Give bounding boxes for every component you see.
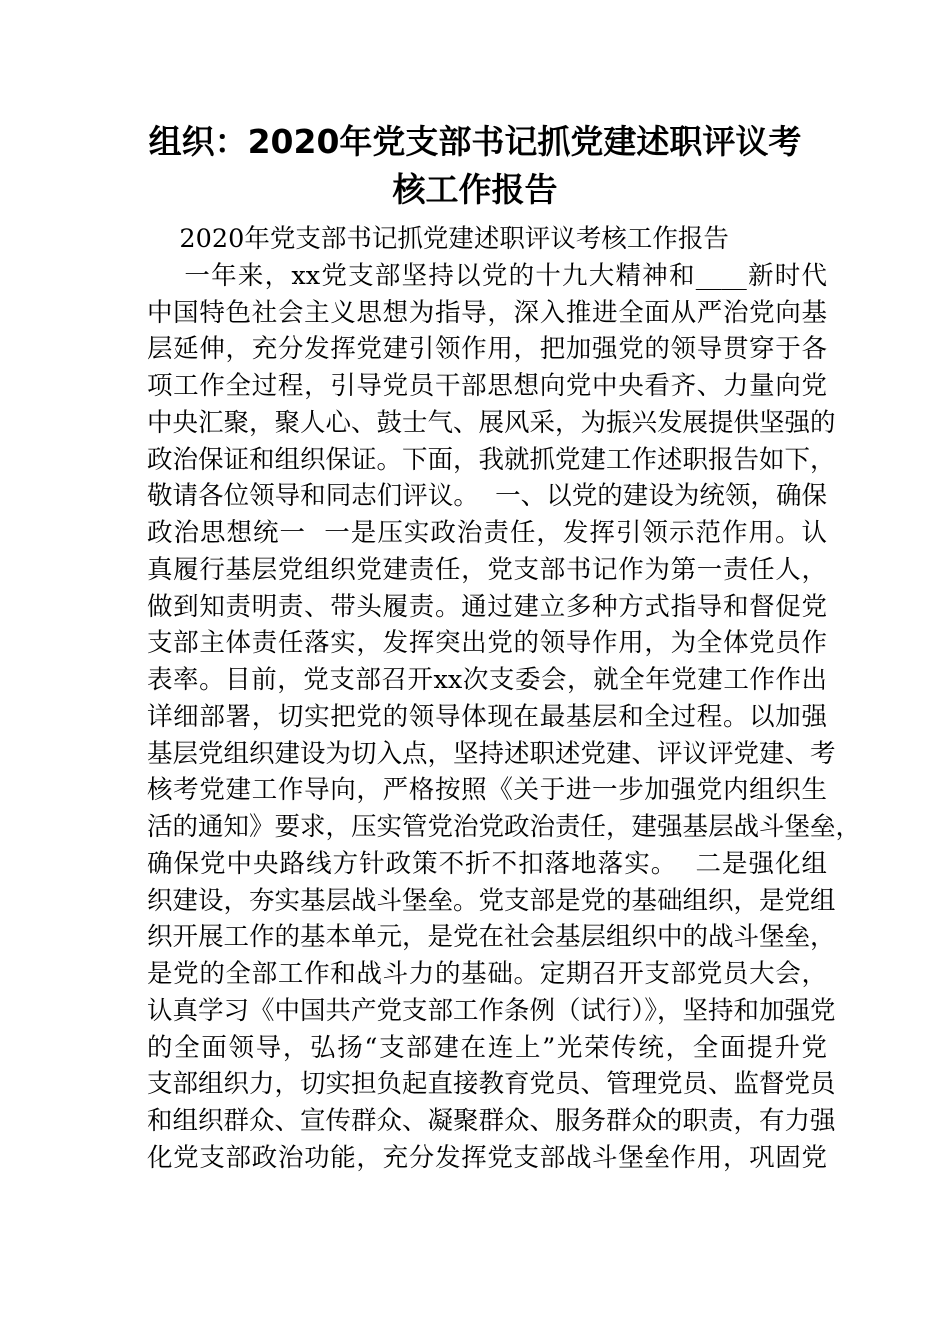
body-line: 认真学习《中国共产党支部工作条例（试行）》，坚持和加强党 — [147, 995, 836, 1026]
document-title-line-2: 核工作报告 — [392, 170, 558, 209]
body-line: 支部组织力，切实担负起直接教育党员、管理党员、监督党员 — [147, 1069, 836, 1100]
body-line: 政治保证和组织保证。下面，我就抓党建工作述职报告如下， — [147, 444, 836, 475]
body-line: 织建设，夯实基层战斗堡垒。党支部是党的基础组织，是党组 — [147, 885, 836, 916]
body-line: 详细部署，切实把党的领导体现在最基层和全过程。以加强 — [147, 701, 827, 732]
body-line: 支部主体责任落实，发挥突出党的领导作用，为全体党员作 — [147, 628, 827, 659]
body-line: 基层党组织建设为切入点，坚持述职述党建、评议评党建、考 — [147, 738, 836, 769]
body-line: 的全面领导，弘扬“支部建在连上”光荣传统，全面提升党 — [147, 1032, 827, 1063]
body-line: 中央汇聚，聚人心、鼓士气、展风采，为振兴发展提供坚强的 — [147, 407, 836, 438]
body-line: 表率。目前，党支部召开xx次支委会，就全年党建工作作出 — [147, 665, 827, 695]
body-line: 一年来，xx党支部坚持以党的十九大精神和____新时代 — [147, 260, 827, 291]
body-line: 真履行基层党组织党建责任，党支部书记作为第一责任人， — [147, 554, 827, 585]
body-line: 政治思想统一 一是压实政治责任，发挥引领示范作用。认 — [147, 518, 827, 548]
body-line: 项工作全过程，引导党员干部思想向党中央看齐、力量向党 — [147, 371, 827, 401]
body-line: 中国特色社会主义思想为指导，深入推进全面从严治党向基 — [147, 297, 827, 328]
body-line: 敬请各位领导和同志们评议。 一、以党的建设为统领，确保 — [147, 481, 827, 512]
document-title-line-1: 组织：2020年党支部书记抓党建述职评议考 — [148, 122, 802, 161]
body-line: 确保党中央路线方针政策不折不扣落地落实。 二是强化组 — [147, 848, 827, 879]
body-line: 是党的全部工作和战斗力的基础。定期召开支部党员大会， — [147, 959, 827, 989]
body-line: 活的通知》要求，压实管党治党政治责任，建强基层战斗堡垒， — [147, 812, 862, 842]
body-line: 核考党建工作导向，严格按照《关于进一步加强党内组织生 — [147, 775, 827, 806]
body-line: 化党支部政治功能，充分发挥党支部战斗堡垒作用，巩固党 — [147, 1142, 827, 1173]
body-line: 2020年党支部书记抓党建述职评议考核工作报告 — [147, 224, 729, 254]
body-line: 层延伸，充分发挥党建引领作用，把加强党的领导贯穿于各 — [147, 334, 827, 365]
body-line: 织开展工作的基本单元，是党在社会基层组织中的战斗堡垒， — [147, 922, 836, 953]
body-line: 做到知责明责、带头履责。通过建立多种方式指导和督促党 — [147, 591, 827, 622]
body-line: 和组织群众、宣传群众、凝聚群众、服务群众的职责，有力强 — [147, 1106, 836, 1136]
document-body — [147, 221, 862, 1177]
